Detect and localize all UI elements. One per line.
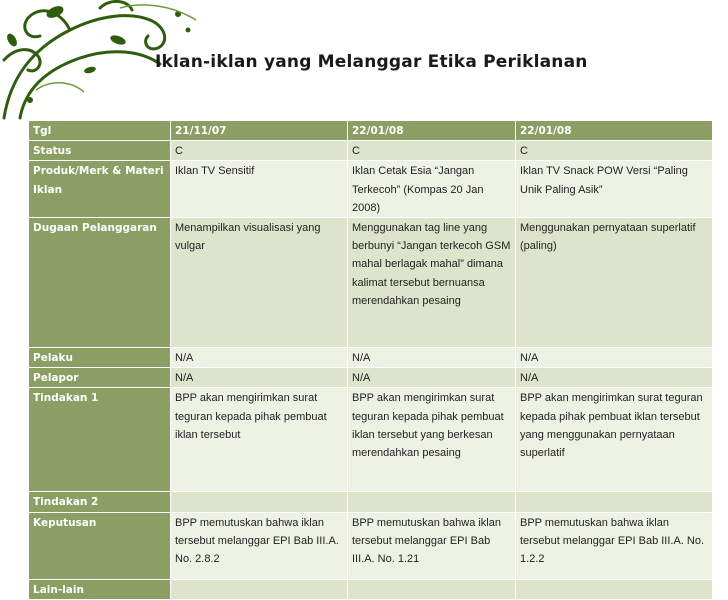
page-title: Iklan-iklan yang Melanggar Etika Periklanan: [155, 52, 588, 72]
table-cell: N/A: [348, 368, 516, 388]
table-cell: [348, 579, 516, 599]
table-cell: N/A: [348, 348, 516, 368]
violations-table: [28, 120, 713, 600]
row-label: Produk/Merk & Materi Iklan: [29, 161, 171, 218]
table-row: [29, 492, 713, 512]
table-cell: [516, 492, 713, 512]
table-row: [29, 161, 713, 218]
table-cell: [171, 492, 348, 512]
table-cell: 22/01/08: [348, 121, 516, 141]
table-cell: C: [516, 141, 713, 161]
table-cell: N/A: [171, 368, 348, 388]
table-cell: Menampilkan visualisasi yang vulgar: [171, 218, 348, 348]
table-cell: C: [171, 141, 348, 161]
table-cell: C: [348, 141, 516, 161]
table-row: [29, 388, 713, 492]
row-label: Keputusan: [29, 512, 171, 579]
row-label: Tgl: [29, 121, 171, 141]
table-cell: N/A: [516, 368, 713, 388]
table-cell: BPP akan mengirimkan surat teguran kepada pihak pembuat iklan tersebut yang berkesan merendahkan pesaing: [348, 388, 516, 492]
table-cell: [348, 492, 516, 512]
row-label: Dugaan Pelanggaran: [29, 218, 171, 348]
row-label: Pelapor: [29, 368, 171, 388]
table-cell: BPP akan mengirimkan surat teguran kepada pihak pembuat iklan tersebut yang menggunakan pernyataan superlatif: [516, 388, 713, 492]
table-cell: N/A: [171, 348, 348, 368]
table-cell: 21/11/07: [171, 121, 348, 141]
table-row: [29, 141, 713, 161]
row-label: Lain-lain: [29, 579, 171, 599]
table-cell: [171, 579, 348, 599]
table-cell: Menggunakan tag line yang berbunyi “Jangan terkecoh GSM mahal berlagak mahal” dimana kalimat tersebut bernuansa merendahkan pesaing: [348, 218, 516, 348]
table-cell: BPP akan mengirimkan surat teguran kepada pihak pembuat iklan tersebut: [171, 388, 348, 492]
table-cell: N/A: [516, 348, 713, 368]
table-row: [29, 218, 713, 348]
table-cell: [516, 579, 713, 599]
table-cell: Iklan TV Snack POW Versi “Paling Unik Paling Asik”: [516, 161, 713, 218]
table-cell: 22/01/08: [516, 121, 713, 141]
table-cell: BPP memutuskan bahwa iklan tersebut melanggar EPI Bab III.A. No. 1.21: [348, 512, 516, 579]
table-row: [29, 348, 713, 368]
table-row: [29, 121, 713, 141]
row-label: Status: [29, 141, 171, 161]
table-cell: Iklan Cetak Esia “Jangan Terkecoh” (Kompas 20 Jan 2008): [348, 161, 516, 218]
row-label: Pelaku: [29, 348, 171, 368]
table-cell: BPP memutuskan bahwa iklan tersebut melanggar EPI Bab III.A. No. 1.2.2: [516, 512, 713, 579]
row-label: Tindakan 2: [29, 492, 171, 512]
row-label: Tindakan 1: [29, 388, 171, 492]
table-row: [29, 368, 713, 388]
table-row: [29, 579, 713, 599]
table-cell: BPP memutuskan bahwa iklan tersebut melanggar EPI Bab III.A. No. 2.8.2: [171, 512, 348, 579]
table-cell: Menggunakan pernyataan superlatif (paling): [516, 218, 713, 348]
table-cell: Iklan TV Sensitif: [171, 161, 348, 218]
